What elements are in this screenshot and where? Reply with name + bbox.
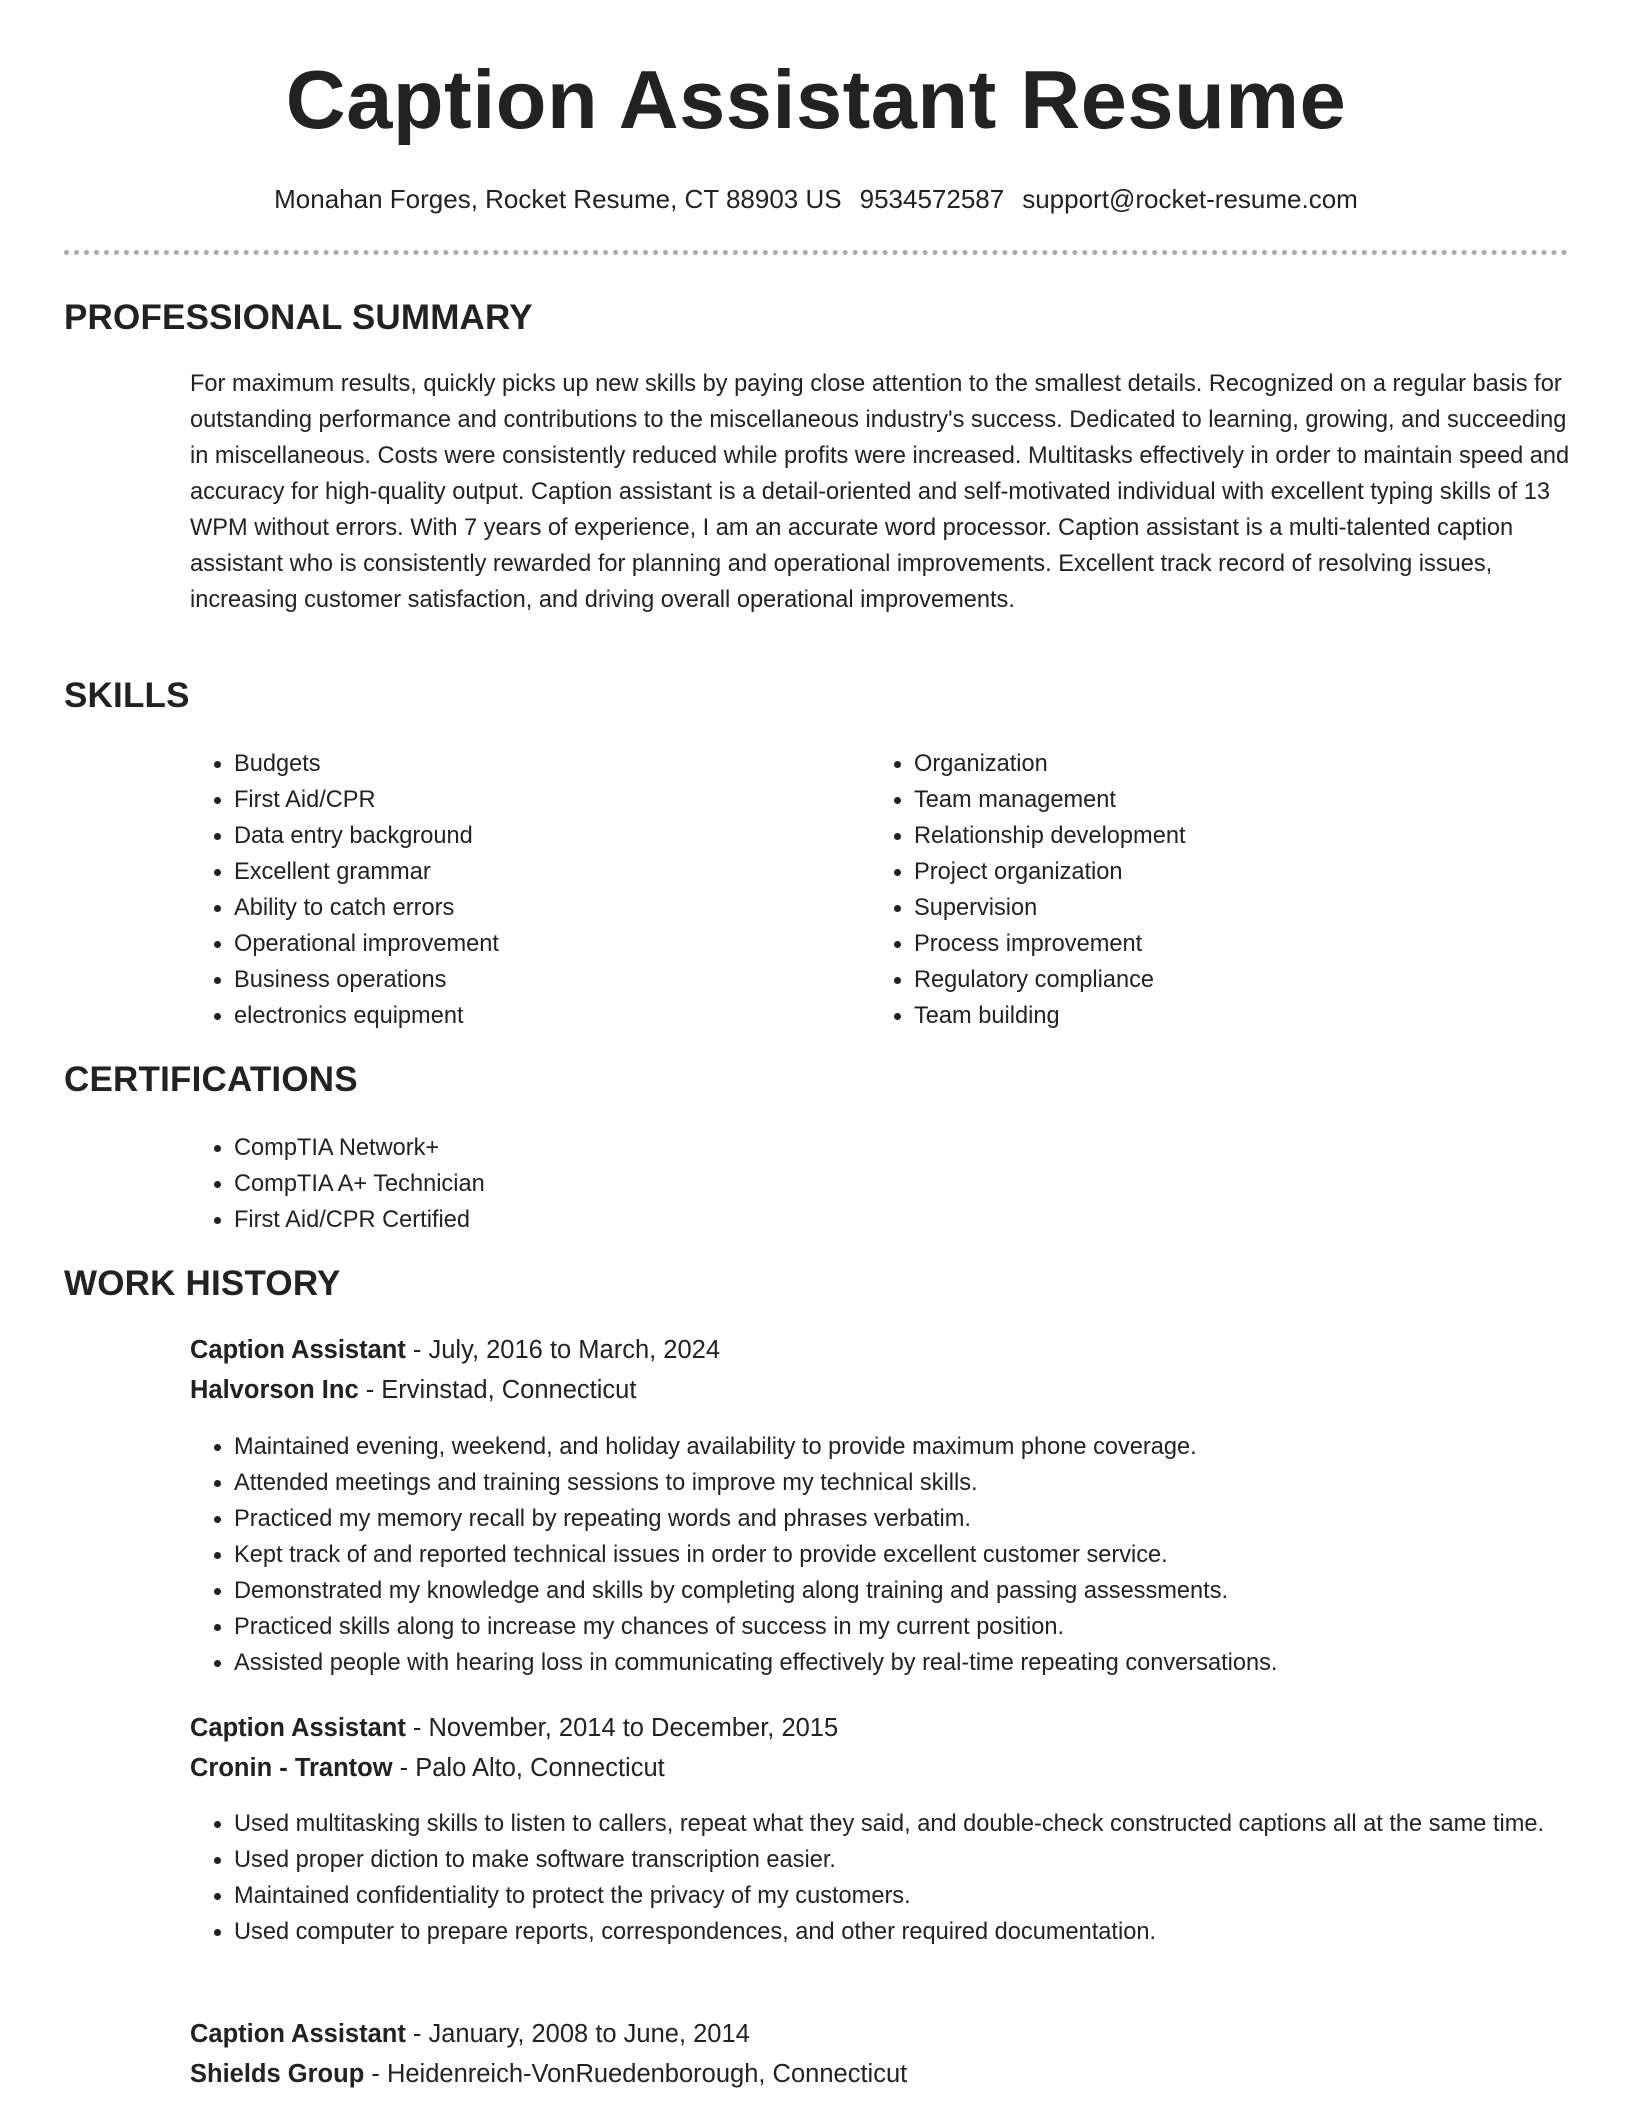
list-item: • Process improvement: [914, 926, 1514, 962]
list-item: • First Aid/CPR: [234, 782, 834, 818]
job-company: Cronin - Trantow: [190, 1754, 393, 1782]
summary-text: For maximum results, quickly picks up new skills by paying close attention to the smallest details. Recognized on a regular basis for outstanding performance and contributions to the miscellaneous industry's success. Dedicated to learning, growing, and succeeding in miscellaneous. Costs were consistently reduced while profits were increased. Multitasks effectively in order to maintain speed and accuracy for high-quality output. Caption assistant is a detail-oriented and self-motivated individual with excellent typing skills of 13 WPM without errors. With 7 years of experience, I am an accurate word processor. Caption assistant is a multi-talented caption assistant who is consistently rewarded for planning and operational improvements. Excellent track record of resolving issues, increasing customer satisfaction, and driving overall operational improvements.: [190, 371, 1570, 613]
list-item: • electronics equipment: [234, 998, 834, 1034]
job-location: - Ervinstad, Connecticut: [358, 1376, 637, 1404]
job-dates: - January, 2008 to June, 2014: [405, 2020, 750, 2048]
list-item: • Maintained evening, weekend, and holiday availability to provide maximum phone coverage.: [234, 1429, 1614, 1465]
job-company-line: [190, 1754, 665, 1783]
skills-heading: SKILLS: [64, 676, 190, 715]
summary-heading: PROFESSIONAL SUMMARY: [64, 298, 533, 337]
contact-line: [0, 184, 1632, 215]
skills-list-right: [870, 746, 1514, 1034]
header-divider: [64, 250, 1568, 255]
list-item: • Budgets: [234, 746, 834, 782]
job-company-line: [190, 2060, 907, 2089]
list-item: • Organization: [914, 746, 1514, 782]
list-item: • Operational improvement: [234, 926, 834, 962]
list-item: • Business operations: [234, 962, 834, 998]
list-item: • CompTIA A+ Technician: [234, 1166, 1234, 1202]
resume-title: Caption Assistant Resume: [285, 53, 1347, 146]
list-item: • Practiced my memory recall by repeating words and phrases verbatim.: [234, 1501, 1614, 1537]
list-item: • Data entry background: [234, 818, 834, 854]
contact-phone: 9534572587: [859, 184, 1005, 214]
contact-email: support@rocket-resume.com: [1022, 184, 1358, 214]
job-company-line: [190, 1376, 636, 1405]
list-item: • Assisted people with hearing loss in communicating effectively by real-time repeating conversations.: [234, 1645, 1614, 1681]
list-item: • Relationship development: [914, 818, 1514, 854]
list-item: • Excellent grammar: [234, 854, 834, 890]
job-location: - Heidenreich-VonRuedenborough, Connecticut: [364, 2060, 908, 2088]
list-item: • Supervision: [914, 890, 1514, 926]
job-bullets: [190, 1429, 1614, 1681]
job-title-line: [190, 1336, 720, 1365]
job-dates: - November, 2014 to December, 2015: [405, 1714, 839, 1742]
list-item: • Project organization: [914, 854, 1514, 890]
job-title-line: [190, 2020, 750, 2049]
list-item: • Ability to catch errors: [234, 890, 834, 926]
job-dates: - July, 2016 to March, 2024: [405, 1336, 721, 1364]
certifications-heading: CERTIFICATIONS: [64, 1060, 358, 1099]
job-company: Shields Group: [190, 2060, 365, 2088]
certifications-list: [190, 1130, 1234, 1238]
job-title: Caption Assistant: [190, 1714, 406, 1742]
job-title: Caption Assistant: [190, 2020, 406, 2048]
list-item: • First Aid/CPR Certified: [234, 1202, 1234, 1238]
list-item: • Attended meetings and training sessions to improve my technical skills.: [234, 1465, 1614, 1501]
skills-list-left: [190, 746, 834, 1034]
list-item: • Maintained confidentiality to protect the privacy of my customers.: [234, 1878, 1614, 1914]
job-title: Caption Assistant: [190, 1336, 406, 1364]
list-item: • Demonstrated my knowledge and skills by completing along training and passing assessments.: [234, 1573, 1614, 1609]
list-item: • Practiced skills along to increase my chances of success in my current position.: [234, 1609, 1614, 1645]
contact-address: Monahan Forges, Rocket Resume, CT 88903 US: [274, 184, 842, 214]
list-item: • Team management: [914, 782, 1514, 818]
list-item: • CompTIA Network+: [234, 1130, 1234, 1166]
list-item: • Kept track of and reported technical issues in order to provide excellent customer service.: [234, 1537, 1614, 1573]
list-item: • Team building: [914, 998, 1514, 1034]
list-item: • Regulatory compliance: [914, 962, 1514, 998]
list-item: • Used proper diction to make software transcription easier.: [234, 1842, 1614, 1878]
job-bullets: [190, 1806, 1614, 1950]
work-history-heading: WORK HISTORY: [64, 1264, 341, 1303]
job-company: Halvorson Inc: [190, 1376, 359, 1404]
list-item: • Used multitasking skills to listen to callers, repeat what they said, and double-check constructed captions all at the same time.: [234, 1806, 1614, 1842]
job-location: - Palo Alto, Connecticut: [392, 1754, 665, 1782]
job-title-line: [190, 1714, 838, 1743]
list-item: • Used computer to prepare reports, correspondences, and other required documentation.: [234, 1914, 1614, 1950]
